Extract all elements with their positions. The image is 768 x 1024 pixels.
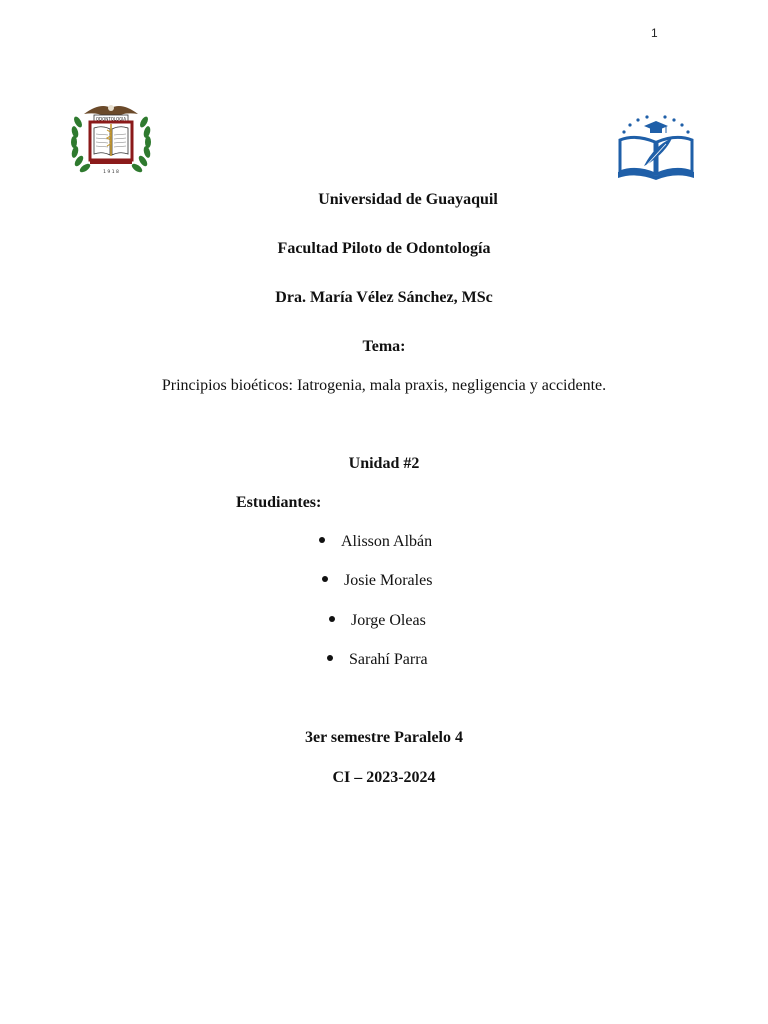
topic-text: Principios bioéticos: Iatrogenia, mala praxis, negligencia y accidente. [161,377,607,394]
students-label: Estudiantes: [236,494,322,511]
list-item [329,611,426,631]
teacher-name: Dra. María Vélez Sánchez, MSc [275,289,493,306]
topic-label: Tema: [362,338,406,355]
student-name: Sarahí Parra [349,651,428,668]
academic-cycle: CI – 2023-2024 [332,769,436,786]
student-name: Alisson Albán [341,533,433,550]
list-item [322,571,432,591]
page-number: 1 [651,26,658,40]
university-book-logo [614,114,698,180]
list-item [327,650,428,670]
semester-label: 3er semestre Paralelo 4 [304,729,463,746]
faculty-seal-logo [70,100,152,178]
bullet-icon [327,655,333,661]
bullet-icon [322,576,328,582]
svg-text:ODONTOLOGIA: ODONTOLOGIA [95,116,127,122]
bullet-icon [319,537,325,543]
university-name: Universidad de Guayaquil [318,191,498,208]
unit-label: Unidad #2 [348,455,420,472]
bullet-icon [329,616,335,622]
faculty-name: Facultad Piloto de Odontología [277,240,491,257]
list-item [319,532,432,552]
student-name: Josie Morales [344,572,433,589]
svg-text:1 9 1 8: 1 9 1 8 [103,170,119,175]
student-name: Jorge Oleas [351,612,426,629]
